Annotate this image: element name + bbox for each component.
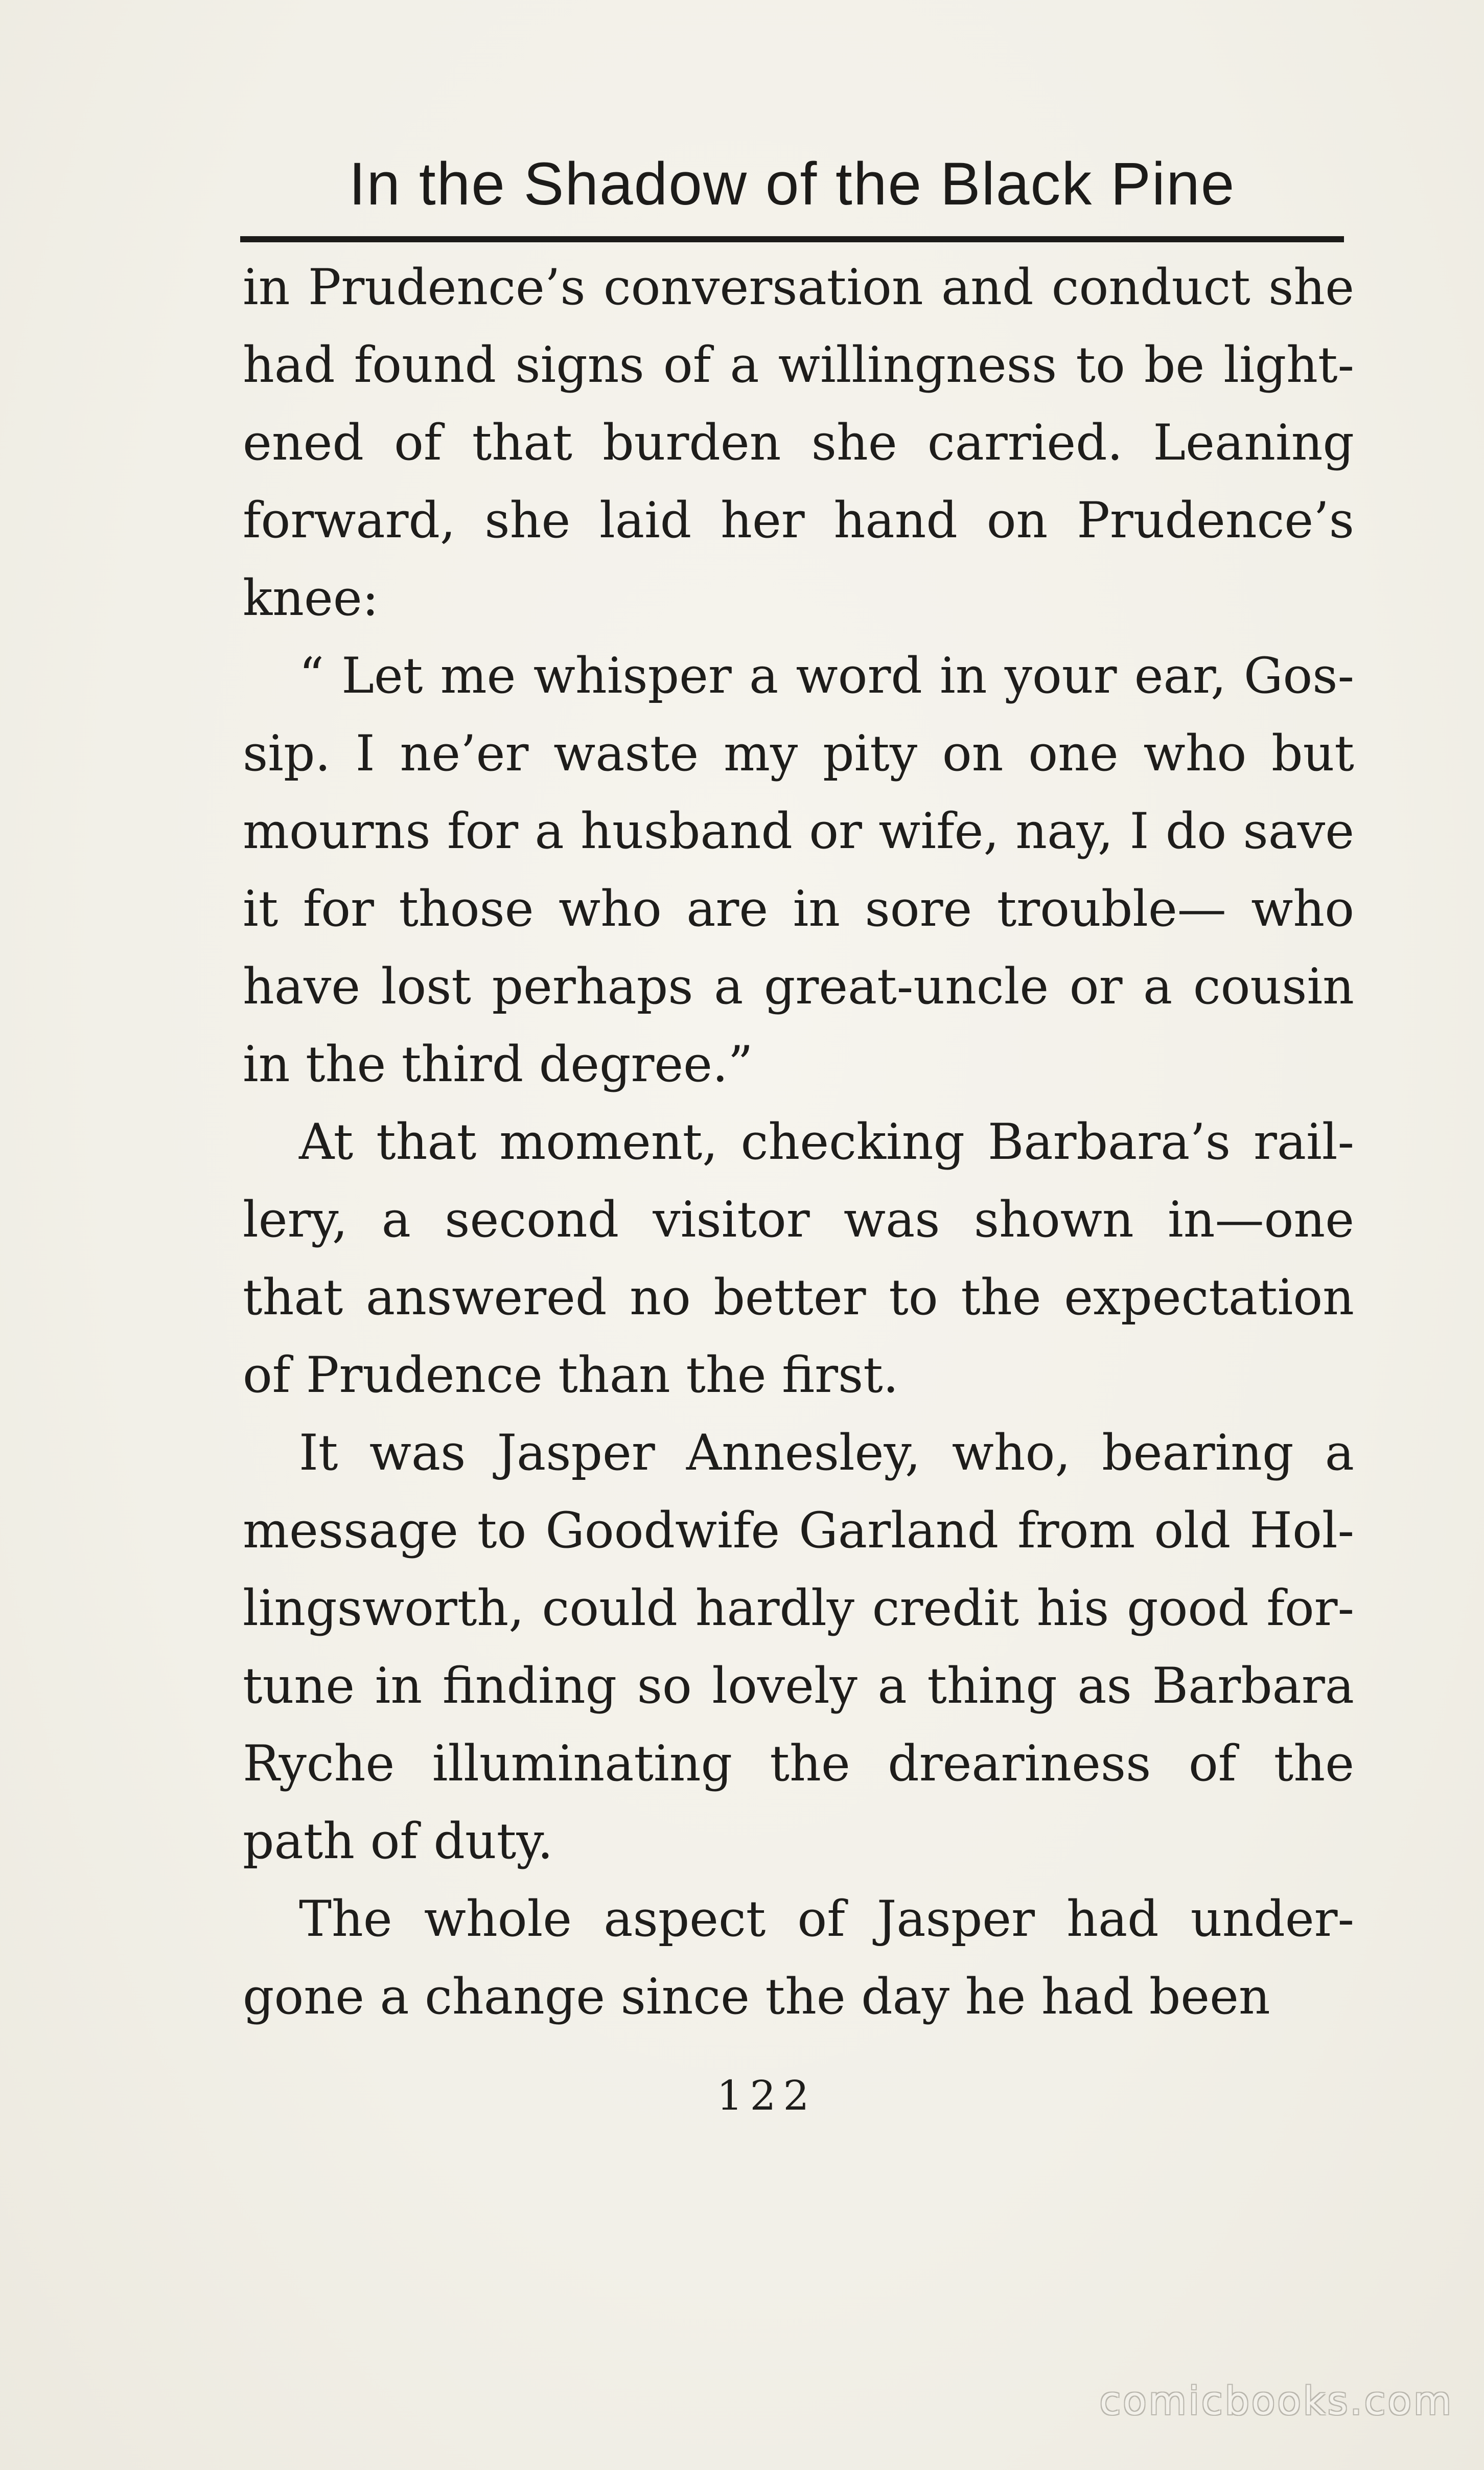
- paragraph-3: At that moment, checking Barbara’s rail- lery, a second visitor was shown in—one that answered no better to the expectation of Prudence than the first.: [243, 1113, 1354, 1404]
- header-rule: [240, 236, 1344, 242]
- running-head-title: In the Shadow of the Black Pine: [349, 150, 1236, 218]
- paragraph-5: The whole aspect of Jasper had under- gone a change since the day he had been: [243, 1890, 1354, 2025]
- paragraph-4: It was Jasper Annesley, who, bearing a message to Goodwife Garland from old Hol- lingsworth, could hardly credit his good for- tune in finding so lovely a thing as Barbara Ryche illuminating the dreariness of the path of duty.: [243, 1424, 1354, 1870]
- body-text: [243, 248, 1354, 2036]
- page-number: 122: [716, 2072, 817, 2119]
- paragraph-2: “ Let me whisper a word in your ear, Gos- sip. I ne’er waste my pity on one who but mourns for a husband or wife, nay, I do save it for those who are in sore trouble— who have lost perhaps a great-uncle or a cousin in the third degree.”: [243, 647, 1354, 1093]
- watermark-text: comicbooks.com: [1099, 2378, 1453, 2423]
- paragraph-1: in Prudence’s conversation and conduct she had found signs of a willingness to be light- ened of that burden she carried. Leaning forward, she laid her hand on Prudence’s knee:: [243, 259, 1354, 627]
